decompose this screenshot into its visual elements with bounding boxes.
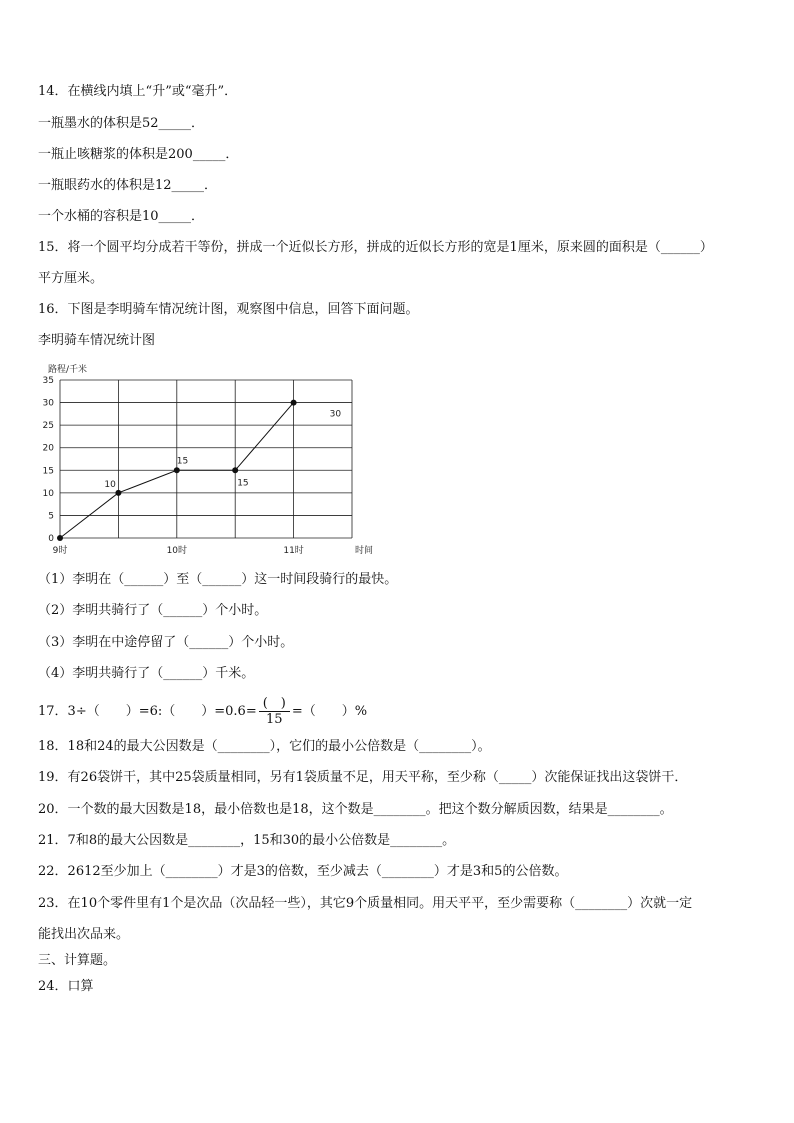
x-axis-label: 时间 bbox=[355, 546, 374, 556]
q15-line1: 15．将一个圆平均分成若干等份，拼成一个近似长方形，拼成的近似长方形的宽是1厘米，原来圆的面积是（______） bbox=[38, 240, 713, 255]
q16-intro: 16．下图是李明骑车情况统计图，观察图中信息，回答下面问题。 bbox=[38, 302, 419, 317]
data-point bbox=[115, 490, 121, 496]
y-tick-label: 35 bbox=[42, 376, 54, 386]
q14-item-3: 一瓶眼药水的体积是12_____． bbox=[38, 178, 218, 193]
line-chart bbox=[30, 360, 390, 560]
y-tick-label: 25 bbox=[42, 421, 54, 432]
data-point bbox=[232, 467, 238, 473]
y-tick-label: 30 bbox=[42, 398, 54, 409]
x-tick-label: 10时 bbox=[166, 546, 188, 556]
q16-question-1: （1）李明在（______）至（______）这一时间段骑行的最快。 bbox=[38, 572, 398, 587]
q15-line2: 平方厘米。 bbox=[38, 271, 104, 286]
q17-line bbox=[38, 696, 367, 732]
q17-suffix: =（ ）% bbox=[291, 704, 368, 719]
y-tick-label: 20 bbox=[42, 443, 54, 454]
q23-line1: 23．在10个零件里有1个是次品（次品轻一些），其它9个质量相同。用天平平，至少需要称（________）次就一定 bbox=[38, 896, 693, 911]
y-tick-label: 0 bbox=[48, 534, 54, 544]
chart-title: 李明骑车情况统计图 bbox=[38, 333, 156, 348]
chart-labels bbox=[43, 363, 373, 556]
q19: 19．有26袋饼干，其中25袋质量相同，另有1袋质量不足，用天平称，至少称（_____）次能保证找出这袋饼干． bbox=[38, 770, 688, 785]
data-point bbox=[174, 467, 180, 473]
q16-question-4: （4）李明共骑行了（______）千米。 bbox=[38, 666, 255, 681]
q17-frac-numerator: ( ) bbox=[259, 696, 290, 712]
q22: 22．2612至少加上（________）才是3的倍数，至少减去（________）才是3和5的公倍数。 bbox=[38, 864, 568, 879]
q21: 21．7和8的最大公因数是________，15和30的最小公倍数是________。 bbox=[38, 833, 456, 848]
q17-frac-denominator: 15 bbox=[266, 712, 283, 727]
data-label: 30 bbox=[329, 409, 342, 420]
data-label: 15 bbox=[237, 478, 249, 489]
q14-item-4: 一个水桶的容积是10_____． bbox=[38, 209, 205, 224]
chart-grid bbox=[60, 380, 352, 538]
y-axis-label: 路程/千米 bbox=[48, 365, 88, 375]
q17-fraction bbox=[259, 696, 290, 727]
x-tick-label: 11时 bbox=[283, 546, 304, 556]
q16-question-3: （3）李明在中途停留了（______）个小时。 bbox=[38, 635, 294, 650]
q17-prefix: 17．3÷（ ）=6:（ ）=0.6= bbox=[38, 704, 257, 719]
q23-line2: 能找出次品来。 bbox=[38, 927, 130, 942]
y-tick-label: 15 bbox=[42, 466, 54, 477]
section3-heading: 三、计算题。 bbox=[38, 953, 117, 968]
y-tick-label: 10 bbox=[42, 488, 54, 499]
y-tick-label: 5 bbox=[48, 511, 54, 522]
q24: 24．口算 bbox=[38, 979, 94, 994]
data-label: 15 bbox=[176, 456, 189, 467]
q14-title: 14．在横线内填上“升”或“毫升”． bbox=[38, 84, 238, 99]
data-point bbox=[291, 400, 297, 406]
q16-question-2: （2）李明共骑行了（______）个小时。 bbox=[38, 603, 268, 618]
q20: 20．一个数的最大因数是18，最小倍数也是18，这个数是________。把这个数分解质因数，结果是________。 bbox=[38, 802, 673, 817]
x-tick-label: 9时 bbox=[52, 546, 68, 556]
q14-item-1: 一瓶墨水的体积是52_____． bbox=[38, 116, 205, 131]
q18: 18．18和24的最大公因数是（________），它们的最小公倍数是（________）。 bbox=[38, 739, 491, 754]
data-label: 10 bbox=[104, 479, 116, 490]
data-point bbox=[57, 535, 63, 541]
q14-item-2: 一瓶止咳糖浆的体积是200_____． bbox=[38, 147, 239, 162]
